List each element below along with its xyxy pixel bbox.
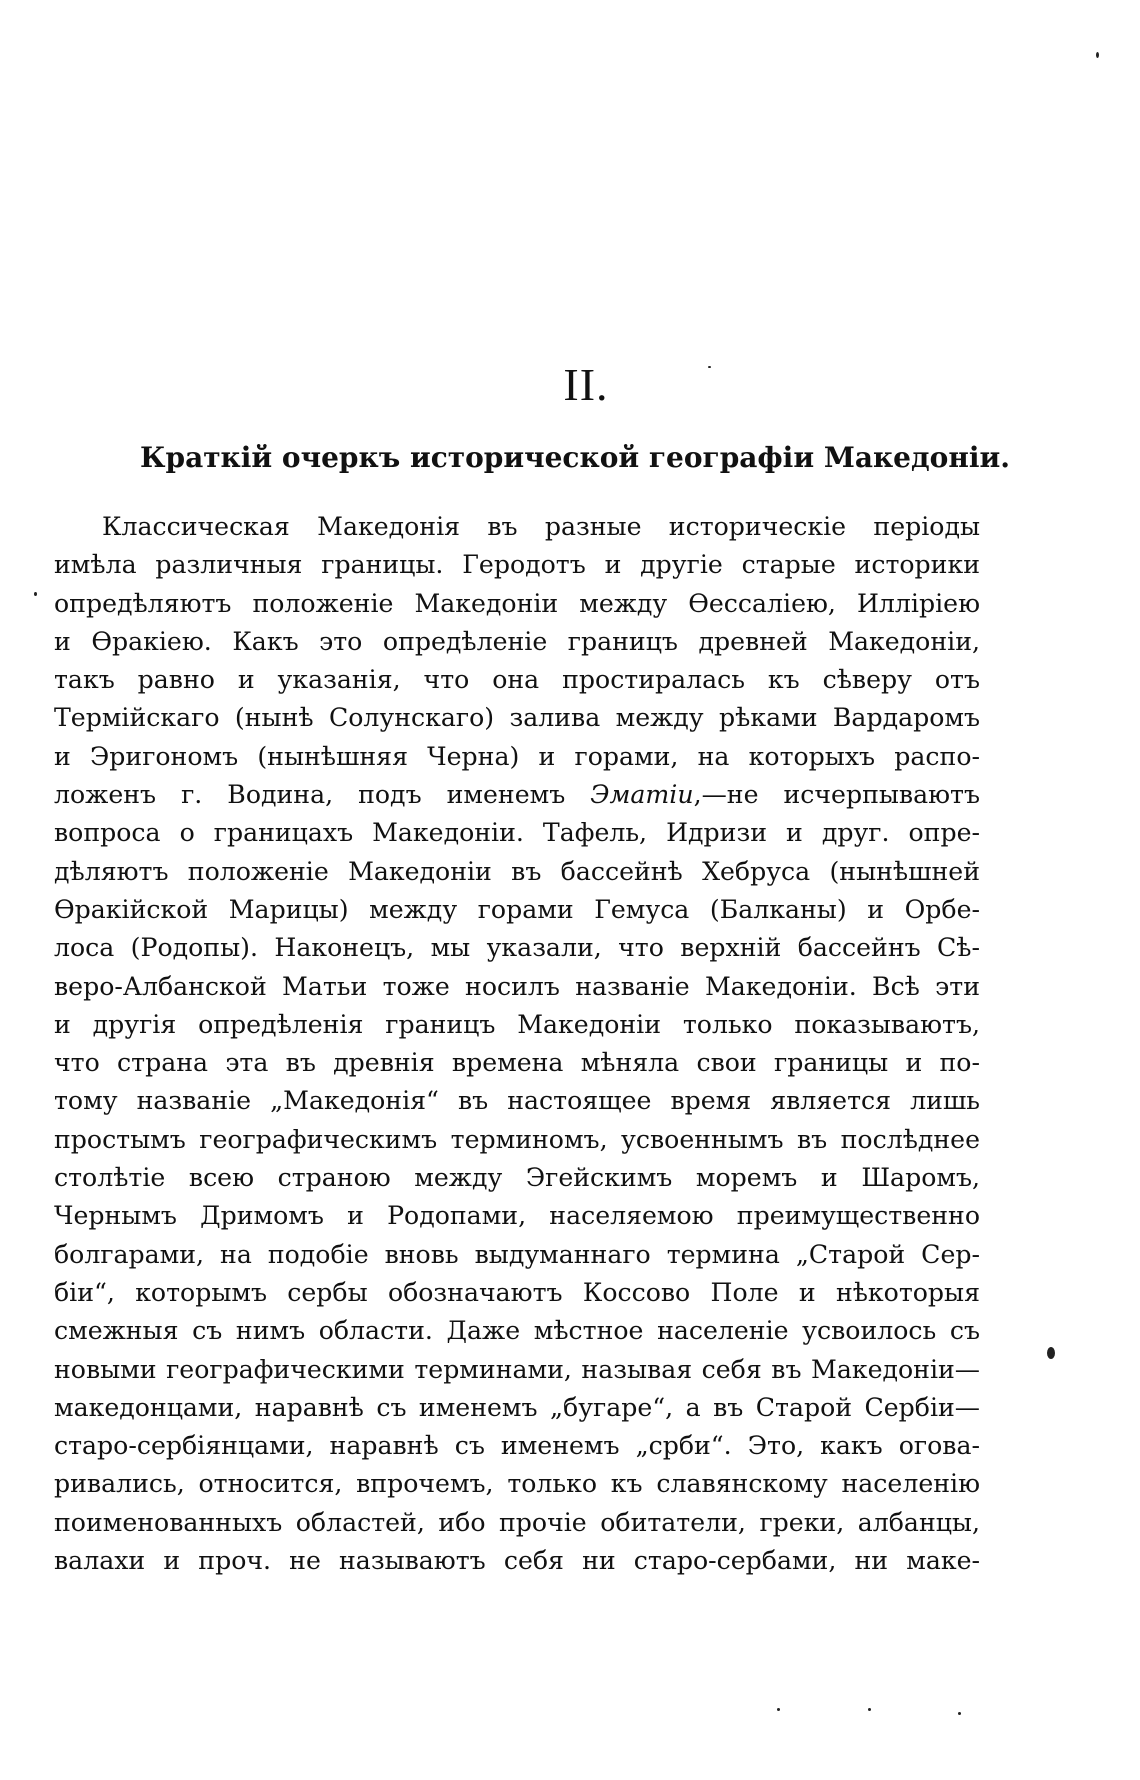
text-line: что страна эта въ древнія времена мѣняла свои границы и по-: [54, 1048, 980, 1078]
text-line: македонцами, наравнѣ съ именемъ „бугаре“, а въ Старой Сербіи—: [54, 1392, 980, 1422]
text-line: старо-сербіянцами, наравнѣ съ именемъ „срби“. Это, какъ огова-: [54, 1431, 980, 1461]
text-line: веро-Албанской Матьи тоже носилъ названіе Македоніи. Всѣ эти: [54, 971, 980, 1001]
text-line: Ѳракійской Марицы) между горами Гемуса (Балканы) и Орбе-: [54, 894, 980, 924]
scan-speck: [34, 592, 37, 596]
chapter-title: Краткій очеркъ исторической географіи Македоніи.: [140, 441, 1010, 474]
scan-speck: [868, 1708, 871, 1711]
text-line: валахи и проч. не называютъ себя ни старо-сербами, ни маке-: [54, 1546, 980, 1576]
body-paragraph: [54, 508, 980, 1580]
text-line: такъ равно и указанія, что она простиралась къ сѣверу отъ: [54, 665, 980, 695]
text-line: дѣляютъ положеніе Македоніи въ бассейнѣ Хебруса (нынѣшней: [54, 856, 980, 886]
scan-speck: [1047, 1347, 1055, 1359]
text-line: ривались, относится, впрочемъ, только къ славянскому населенію: [54, 1469, 980, 1499]
text-line: простымъ географическимъ терминомъ, усвоеннымъ въ послѣднее: [54, 1124, 980, 1154]
text-line: имѣла различныя границы. Геродотъ и другіе старые историки: [54, 550, 980, 580]
text-line: Чернымъ Дримомъ и Родопами, населяемою преимущественно: [54, 1201, 980, 1231]
scan-speck: [708, 366, 711, 368]
text-line: Классическая Македонія въ разные историческіе періоды: [102, 512, 980, 541]
text-line: тому названіе „Македонія“ въ настоящее время является лишь: [54, 1086, 980, 1116]
text-line: лоса (Родопы). Наконецъ, мы указали, что верхній бассейнъ Сѣ-: [54, 933, 980, 963]
text-line: вопроса о границахъ Македоніи. Тафель, Идризи и друг. опре-: [54, 818, 980, 848]
text-line: поименованныхъ областей, ибо прочіе обитатели, греки, албанцы,: [54, 1507, 980, 1537]
scan-speck: [958, 1712, 961, 1715]
chapter-number: II.: [563, 359, 609, 410]
scan-speck: [777, 1708, 780, 1711]
text-line: и Эригономъ (нынѣшняя Черна) и горами, на которыхъ распо-: [54, 741, 980, 771]
text-line: опредѣляютъ положеніе Македоніи между Ѳессаліею, Илліріею: [54, 588, 980, 618]
text-line: біи“, которымъ сербы обозначаютъ Коссово Поле и нѣкоторыя: [54, 1277, 980, 1307]
text-line: Термійскаго (нынѣ Солунскаго) залива между рѣками Вардаромъ: [54, 703, 980, 733]
text-line: и Ѳракіею. Какъ это опредѣленіе границъ древней Македоніи,: [54, 626, 980, 656]
text-line: смежныя съ нимъ области. Даже мѣстное населеніе усвоилось съ: [54, 1316, 980, 1346]
text-line: новыми географическими терминами, называя себя въ Македоніи—: [54, 1354, 980, 1384]
text-line: столѣтіе всею страною между Эгейскимъ моремъ и Шаромъ,: [54, 1163, 980, 1193]
text-line: ложенъ г. Водина, подъ именемъ Эматіи,—не исчерпываютъ: [54, 780, 980, 810]
text-line: болгарами, на подобіе вновь выдуманнаго термина „Старой Сер-: [54, 1239, 980, 1269]
italic-word: Эматіи: [590, 780, 694, 810]
scan-speck: [1096, 52, 1099, 58]
text-line: и другія опредѣленія границъ Македоніи только показываютъ,: [54, 1009, 980, 1039]
